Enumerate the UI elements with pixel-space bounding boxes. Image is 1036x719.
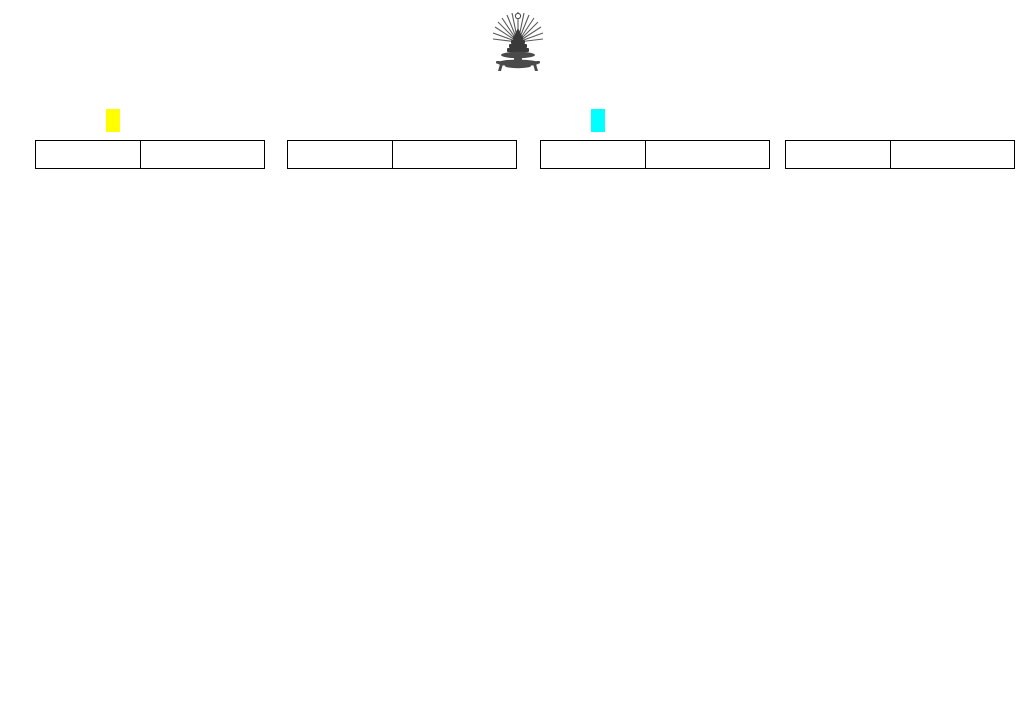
room-table-morning-2 (287, 140, 517, 169)
column-header-room (891, 141, 1015, 169)
column-header-class (36, 141, 141, 169)
column-header-room (646, 141, 770, 169)
column-header-class (288, 141, 393, 169)
column-header-class (541, 141, 646, 169)
session-header-afternoon (591, 109, 605, 132)
phra-kiao-emblem-icon (488, 6, 548, 74)
room-table-afternoon-2 (785, 140, 1015, 169)
column-header-room (393, 141, 517, 169)
room-table-afternoon-1 (540, 140, 770, 169)
room-table-morning-1 (35, 140, 265, 169)
table-header-row (36, 141, 265, 169)
school-emblem-logo (488, 6, 548, 74)
table-header-row (288, 141, 517, 169)
table-header-row (786, 141, 1015, 169)
column-header-room (141, 141, 265, 169)
column-header-class (786, 141, 891, 169)
table-header-row (541, 141, 770, 169)
session-header-morning (106, 109, 120, 132)
